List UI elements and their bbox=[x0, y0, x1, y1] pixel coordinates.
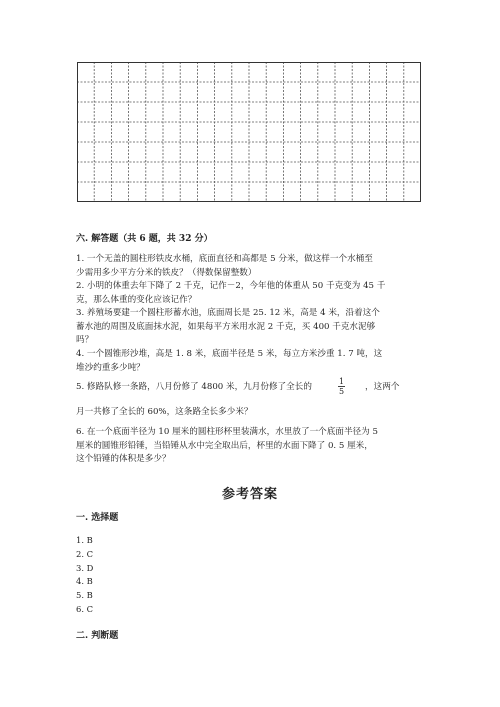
question-6-line-2: 厘米的圆锥形铅锤，当铅锤从水中完全取出后，杯里的水面下降了 0. 5 厘米， bbox=[76, 440, 373, 451]
question-2-line-2: 克，那么体重的变化应该记作？ bbox=[76, 294, 197, 305]
question-5-line-1 bbox=[76, 377, 426, 396]
section-six-heading: 六. 解答题（共 6 题，共 32 分） bbox=[76, 234, 213, 244]
answer-key-title: 参考答案 bbox=[221, 487, 278, 502]
question-5-line-2: 月一共修了全长的 60%，这条路全长多少米？ bbox=[76, 407, 253, 417]
fraction-denominator: 5 bbox=[338, 387, 345, 396]
answer-item-2: 2. C bbox=[76, 548, 94, 559]
answer-item-5: 5. B bbox=[76, 590, 93, 601]
question-3-line-1: 3. 养殖场要建一个圆柱形蓄水池，底面周长是 25. 12 米，高是 4 米，沿着这个 bbox=[76, 308, 380, 318]
answer-list bbox=[76, 534, 93, 617]
question-1 bbox=[76, 253, 426, 280]
question-3-line-2: 蓄水池的周围及底面抹水泥，如果每平方米用水泥 2 千克，买 400 千克水泥够 bbox=[76, 321, 376, 332]
question-4-line-1: 4. 一个圆锥形沙堆，高是 1. 8 米，底面半径是 5 米，每立方米沙重 1. 7 吨，这 bbox=[76, 349, 383, 359]
answer-item-6: 6. C bbox=[76, 603, 94, 614]
question-1-line-1: 1. 一个无盖的圆柱形铁皮水桶，底面直径和高都是 5 分米，做这样一个水桶至 bbox=[76, 254, 373, 264]
question-3 bbox=[76, 307, 426, 348]
question-4-line-2: 堆沙约重多少吨？ bbox=[76, 362, 145, 373]
question-2 bbox=[76, 280, 426, 307]
question-4 bbox=[76, 348, 426, 375]
question-6 bbox=[76, 426, 426, 467]
answer-item-4: 4. B bbox=[76, 576, 93, 587]
fraction-numerator: 1 bbox=[338, 377, 345, 386]
question-5-text-before: 5. 修路队修一条路，八月份修了 4800 米，九月份修了全长的 bbox=[76, 382, 312, 392]
question-3-line-3: 吗？ bbox=[76, 335, 94, 345]
answer-item-1: 1. B bbox=[76, 535, 93, 545]
answer-section-two-heading: 二. 判断题 bbox=[76, 631, 119, 641]
writing-grid bbox=[77, 62, 421, 202]
question-6-line-1: 6. 在一个底面半径为 10 厘米的圆柱形杯里装满水，水里放了一个底面半径为 5 bbox=[76, 427, 378, 437]
question-5 bbox=[76, 377, 426, 420]
question-6-line-3: 这个铅锤的体积是多少？ bbox=[76, 454, 171, 464]
question-5-text-after: ，这两个 bbox=[365, 382, 400, 392]
answer-section-one-heading: 一. 选择题 bbox=[76, 513, 119, 523]
question-1-line-2: 少需用多少平方分米的铁皮？（得数保留整数） bbox=[76, 267, 257, 278]
writing-grid-lines bbox=[77, 62, 421, 202]
answer-item-3: 3. D bbox=[76, 562, 94, 573]
fraction-one-fifth bbox=[338, 377, 345, 396]
question-2-line-1: 2. 小明的体重去年下降了 2 千克，记作－2，今年他的体重从 50 千克变为 45 千 bbox=[76, 281, 386, 291]
